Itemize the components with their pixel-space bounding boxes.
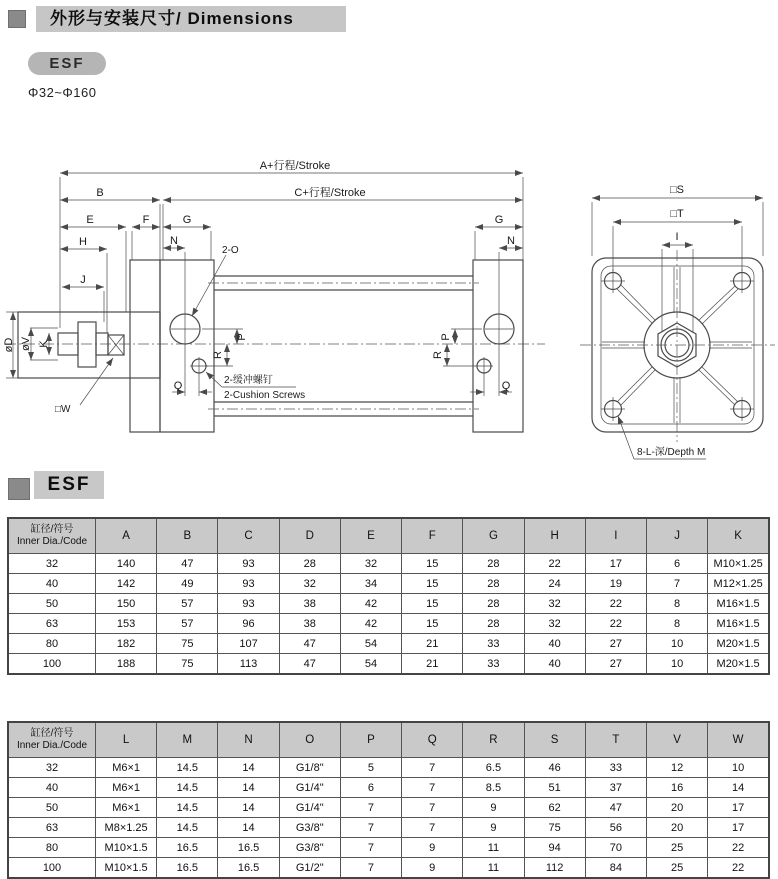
dim-value-cell: 14 xyxy=(218,818,279,838)
dim-label-g-left: G xyxy=(182,214,192,226)
dim-value-cell: 27 xyxy=(585,634,646,654)
dim-value-cell: 14 xyxy=(218,798,279,818)
dim-value-cell: 17 xyxy=(708,798,769,818)
dim-value-cell: 42 xyxy=(340,594,401,614)
cushion-label-cn: 2-缓冲螺钉 xyxy=(224,375,273,386)
dim-value-cell: 93 xyxy=(218,554,279,574)
dim-value-cell: 47 xyxy=(585,798,646,818)
column-header-t: T xyxy=(585,722,646,758)
inner-dia-code-header xyxy=(8,722,96,758)
table-row xyxy=(8,594,769,614)
dim-value-cell: 38 xyxy=(279,614,340,634)
dim-value-cell: 34 xyxy=(340,574,401,594)
dim-value-cell: 8 xyxy=(646,614,707,634)
row-code-cell: 80 xyxy=(8,838,96,858)
end-view-body xyxy=(580,250,775,442)
depth-label: 8-L-深/Depth M xyxy=(637,447,706,458)
row-code-cell: 63 xyxy=(8,614,96,634)
dim-value-cell: 9 xyxy=(463,798,524,818)
dim-label-j: J xyxy=(80,274,86,286)
dimension-drawing xyxy=(0,150,778,480)
column-header-c: C xyxy=(218,518,279,554)
column-header-h: H xyxy=(524,518,585,554)
dim-value-cell: 54 xyxy=(340,654,401,675)
table-row xyxy=(8,554,769,574)
dim-value-cell: M8×1.25 xyxy=(96,818,157,838)
dim-value-cell: 62 xyxy=(524,798,585,818)
title-bullet-icon xyxy=(8,10,26,28)
dim-value-cell: 28 xyxy=(463,554,524,574)
dim-value-cell: M10×1.5 xyxy=(96,858,157,879)
dim-value-cell: 49 xyxy=(157,574,218,594)
column-header-g: G xyxy=(463,518,524,554)
table-row xyxy=(8,654,769,675)
dim-label-p-right: P xyxy=(440,333,452,341)
dim-value-cell: 28 xyxy=(463,614,524,634)
dim-value-cell: 8 xyxy=(646,594,707,614)
dim-value-cell: 96 xyxy=(218,614,279,634)
dim-value-cell: 25 xyxy=(646,838,707,858)
dim-value-cell: 20 xyxy=(646,798,707,818)
dim-value-cell: 7 xyxy=(340,818,401,838)
dim-value-cell: 16 xyxy=(646,778,707,798)
column-header-d: D xyxy=(279,518,340,554)
dim-value-cell: M6×1 xyxy=(96,778,157,798)
dim-value-cell: 42 xyxy=(340,614,401,634)
dim-value-cell: 57 xyxy=(157,614,218,634)
row-code-cell: 100 xyxy=(8,654,96,675)
row-code-cell: 50 xyxy=(8,798,96,818)
dim-value-cell: 7 xyxy=(402,778,463,798)
dim-value-cell: 46 xyxy=(524,758,585,778)
table-row xyxy=(8,614,769,634)
model-badge: ESF xyxy=(28,52,106,75)
side-view xyxy=(3,158,545,432)
dim-value-cell: 17 xyxy=(585,554,646,574)
column-header-o: O xyxy=(279,722,340,758)
row-code-cell: 100 xyxy=(8,858,96,879)
column-header-k: K xyxy=(708,518,769,554)
table-row xyxy=(8,574,769,594)
dimension-table-l-w xyxy=(7,721,770,879)
dim-label-s: □S xyxy=(670,184,684,196)
dim-value-cell: 16.5 xyxy=(218,838,279,858)
dim-value-cell: M16×1.5 xyxy=(708,614,769,634)
page-title: 外形与安装尺寸/ Dimensions xyxy=(36,6,346,32)
dim-value-cell: M12×1.25 xyxy=(708,574,769,594)
dim-value-cell: 28 xyxy=(279,554,340,574)
rod-nut xyxy=(78,322,96,367)
dim-value-cell: M10×1.25 xyxy=(708,554,769,574)
dim-label-e: E xyxy=(86,214,94,226)
side-view-dimension-lines xyxy=(13,173,523,392)
dim-value-cell: 25 xyxy=(646,858,707,879)
dim-value-cell: 14.5 xyxy=(157,758,218,778)
dim-label-h: H xyxy=(79,236,87,248)
bore-range: Φ32~Φ160 xyxy=(28,85,97,100)
dim-value-cell: 24 xyxy=(524,574,585,594)
column-header-p: P xyxy=(340,722,401,758)
dim-value-cell: 9 xyxy=(402,858,463,879)
side-view-body xyxy=(5,260,545,432)
dim-value-cell: 15 xyxy=(402,554,463,574)
section-title: ESF xyxy=(34,471,104,499)
inner-dia-code-header xyxy=(8,518,96,554)
dim-value-cell: 22 xyxy=(585,614,646,634)
dim-value-cell: 38 xyxy=(279,594,340,614)
dim-value-cell: 11 xyxy=(463,838,524,858)
header-row xyxy=(8,722,769,758)
dim-value-cell: M10×1.5 xyxy=(96,838,157,858)
dim-value-cell: 14 xyxy=(218,778,279,798)
dim-value-cell: 93 xyxy=(218,574,279,594)
port-leader xyxy=(192,255,226,316)
header-en: Inner Dia./Code xyxy=(16,536,88,547)
dim-value-cell: 20 xyxy=(646,818,707,838)
table-row xyxy=(8,758,769,778)
dim-value-cell: 15 xyxy=(402,574,463,594)
dim-value-cell: 37 xyxy=(585,778,646,798)
table-row xyxy=(8,798,769,818)
port-count-label: 2-O xyxy=(222,245,239,256)
dim-value-cell: 32 xyxy=(524,594,585,614)
dim-label-n-right: N xyxy=(507,235,515,247)
wrench-flat-label: □W xyxy=(55,404,71,415)
dim-value-cell: 19 xyxy=(585,574,646,594)
dim-value-cell: G1/8" xyxy=(279,758,340,778)
dim-label-q-right: Q xyxy=(501,380,511,392)
table-row xyxy=(8,838,769,858)
dim-label-p-left: P xyxy=(236,333,248,341)
column-header-a: A xyxy=(96,518,157,554)
column-header-v: V xyxy=(646,722,707,758)
dim-value-cell: 7 xyxy=(340,798,401,818)
dim-value-cell: G1/2" xyxy=(279,858,340,879)
dimension-table-a-k xyxy=(7,517,770,675)
dim-value-cell: 113 xyxy=(218,654,279,675)
dim-value-cell: M16×1.5 xyxy=(708,594,769,614)
header-cn: 缸径/符号 xyxy=(30,727,74,739)
dim-value-cell: 14.5 xyxy=(157,798,218,818)
dim-value-cell: 40 xyxy=(524,654,585,675)
dim-value-cell: G1/4" xyxy=(279,798,340,818)
dim-value-cell: 56 xyxy=(585,818,646,838)
header-en: Inner Dia./Code xyxy=(16,740,88,751)
dim-value-cell: M20×1.5 xyxy=(708,634,769,654)
dim-value-cell: 7 xyxy=(402,818,463,838)
dim-value-cell: 54 xyxy=(340,634,401,654)
row-code-cell: 80 xyxy=(8,634,96,654)
dim-value-cell: 10 xyxy=(646,654,707,675)
table-row xyxy=(8,634,769,654)
dim-value-cell: 93 xyxy=(218,594,279,614)
dim-value-cell: 15 xyxy=(402,594,463,614)
dim-value-cell: 70 xyxy=(585,838,646,858)
dim-value-cell: 33 xyxy=(463,634,524,654)
dim-value-cell: 22 xyxy=(708,858,769,879)
dim-value-cell: 5 xyxy=(340,758,401,778)
dim-label-t: □T xyxy=(670,208,684,220)
dim-value-cell: 33 xyxy=(585,758,646,778)
dim-label-c-stroke: C+行程/Stroke xyxy=(294,187,366,199)
column-header-j: J xyxy=(646,518,707,554)
dim-value-cell: 188 xyxy=(96,654,157,675)
row-code-cell: 50 xyxy=(8,594,96,614)
dim-value-cell: 16.5 xyxy=(218,858,279,879)
dim-value-cell: 150 xyxy=(96,594,157,614)
table-row xyxy=(8,858,769,879)
dim-label-r-left: R xyxy=(212,351,224,359)
dim-value-cell: 17 xyxy=(708,818,769,838)
dim-value-cell: 112 xyxy=(524,858,585,879)
dim-value-cell: 16.5 xyxy=(157,858,218,879)
dim-value-cell: 14 xyxy=(708,778,769,798)
dim-value-cell: 14.5 xyxy=(157,818,218,838)
dim-value-cell: 12 xyxy=(646,758,707,778)
side-view-extension-lines xyxy=(6,177,523,396)
table-row xyxy=(8,818,769,838)
dim-value-cell: 6 xyxy=(646,554,707,574)
dim-value-cell: G1/4" xyxy=(279,778,340,798)
dim-value-cell: 27 xyxy=(585,654,646,675)
dim-value-cell: 8.5 xyxy=(463,778,524,798)
dim-value-cell: 32 xyxy=(279,574,340,594)
dim-value-cell: 140 xyxy=(96,554,157,574)
dim-value-cell: 11 xyxy=(463,858,524,879)
row-code-cell: 40 xyxy=(8,778,96,798)
dim-value-cell: G3/8" xyxy=(279,818,340,838)
dim-value-cell: 47 xyxy=(157,554,218,574)
column-header-w: W xyxy=(708,722,769,758)
dim-value-cell: M6×1 xyxy=(96,758,157,778)
dim-value-cell: 7 xyxy=(340,838,401,858)
dim-value-cell: 84 xyxy=(585,858,646,879)
dim-value-cell: 32 xyxy=(340,554,401,574)
dim-value-cell: 7 xyxy=(402,798,463,818)
dim-value-cell: 14.5 xyxy=(157,778,218,798)
dim-value-cell: 142 xyxy=(96,574,157,594)
column-header-l: L xyxy=(96,722,157,758)
row-code-cell: 32 xyxy=(8,758,96,778)
dim-value-cell: 32 xyxy=(524,614,585,634)
dim-label-ov: øV xyxy=(20,336,32,352)
dim-value-cell: 15 xyxy=(402,614,463,634)
dim-value-cell: 75 xyxy=(524,818,585,838)
table-row xyxy=(8,778,769,798)
dim-label-a-stroke: A+行程/Stroke xyxy=(259,160,331,172)
dim-value-cell: 6.5 xyxy=(463,758,524,778)
dim-label-g-right: G xyxy=(494,214,504,226)
column-header-e: E xyxy=(340,518,401,554)
dim-value-cell: 10 xyxy=(708,758,769,778)
column-header-m: M xyxy=(157,722,218,758)
dim-value-cell: M6×1 xyxy=(96,798,157,818)
dim-label-od: øD xyxy=(3,337,15,353)
column-header-s: S xyxy=(524,722,585,758)
header-cn: 缸径/符号 xyxy=(30,523,74,535)
end-view xyxy=(580,184,775,459)
dim-value-cell: 16.5 xyxy=(157,838,218,858)
dim-value-cell: 182 xyxy=(96,634,157,654)
dim-value-cell: 153 xyxy=(96,614,157,634)
section-bullet-icon xyxy=(8,478,30,500)
dim-value-cell: 107 xyxy=(218,634,279,654)
column-header-b: B xyxy=(157,518,218,554)
dim-label-b: B xyxy=(96,187,104,199)
dim-value-cell: 28 xyxy=(463,574,524,594)
dim-value-cell: 22 xyxy=(708,838,769,858)
row-code-cell: 32 xyxy=(8,554,96,574)
dim-label-q-left: Q xyxy=(173,380,183,392)
dim-label-i: I xyxy=(675,231,679,243)
dim-value-cell: 6 xyxy=(340,778,401,798)
dim-value-cell: 14 xyxy=(218,758,279,778)
dim-label-k: K xyxy=(38,340,50,348)
dim-value-cell: 47 xyxy=(279,654,340,675)
dim-value-cell: 21 xyxy=(402,634,463,654)
header-row xyxy=(8,518,769,554)
dim-value-cell: 75 xyxy=(157,654,218,675)
dim-value-cell: 40 xyxy=(524,634,585,654)
dim-value-cell: 28 xyxy=(463,594,524,614)
column-header-q: Q xyxy=(402,722,463,758)
dim-value-cell: 75 xyxy=(157,634,218,654)
dim-value-cell: 7 xyxy=(340,858,401,879)
column-header-n: N xyxy=(218,722,279,758)
dim-value-cell: 10 xyxy=(646,634,707,654)
dim-label-n-left: N xyxy=(170,235,178,247)
dim-value-cell: 33 xyxy=(463,654,524,675)
dim-value-cell: 22 xyxy=(524,554,585,574)
dim-value-cell: 22 xyxy=(585,594,646,614)
dim-value-cell: 9 xyxy=(402,838,463,858)
dim-value-cell: 21 xyxy=(402,654,463,675)
dim-label-f: F xyxy=(142,214,150,226)
dim-value-cell: 7 xyxy=(402,758,463,778)
column-header-i: I xyxy=(585,518,646,554)
dim-value-cell: 51 xyxy=(524,778,585,798)
dim-value-cell: G3/8" xyxy=(279,838,340,858)
dim-value-cell: 57 xyxy=(157,594,218,614)
row-code-cell: 63 xyxy=(8,818,96,838)
dim-value-cell: 9 xyxy=(463,818,524,838)
dim-value-cell: 94 xyxy=(524,838,585,858)
cushion-label-en: 2-Cushion Screws xyxy=(224,390,306,401)
dim-value-cell: 7 xyxy=(646,574,707,594)
dim-value-cell: M20×1.5 xyxy=(708,654,769,675)
column-header-f: F xyxy=(402,518,463,554)
dim-label-r-right: R xyxy=(432,351,444,359)
dim-value-cell: 47 xyxy=(279,634,340,654)
row-code-cell: 40 xyxy=(8,574,96,594)
column-header-r: R xyxy=(463,722,524,758)
